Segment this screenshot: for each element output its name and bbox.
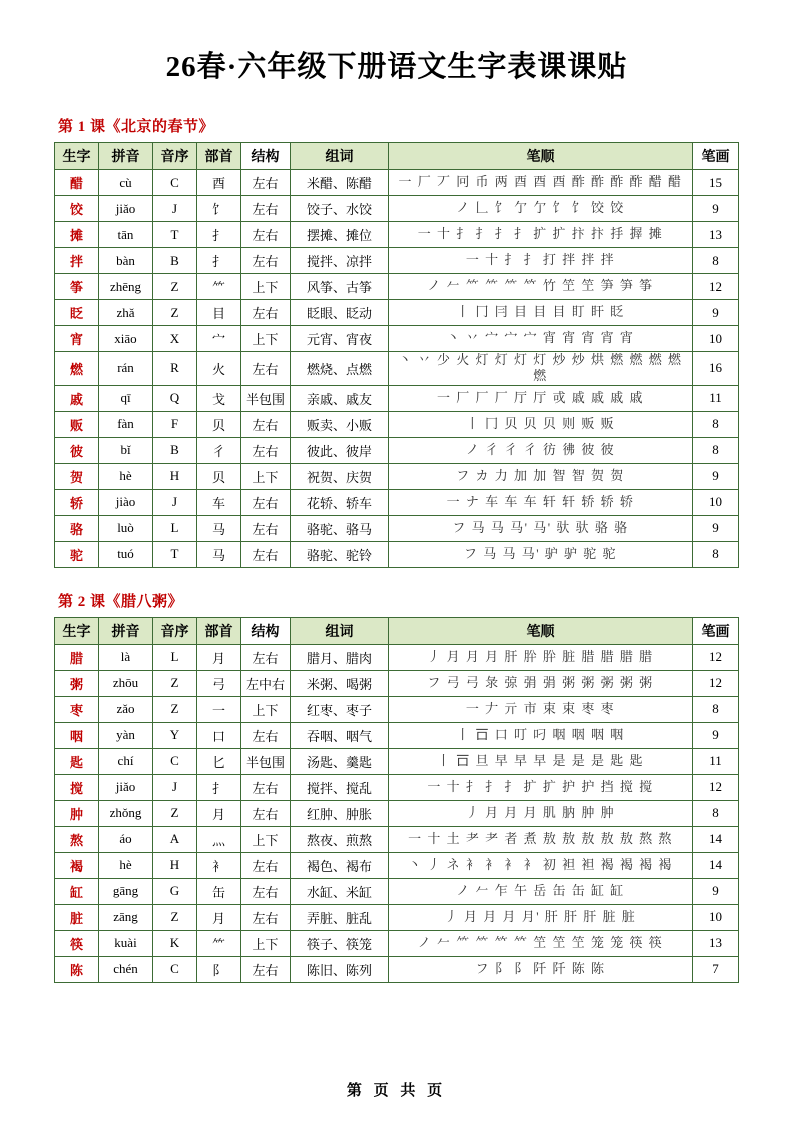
cell-jiegou: 左右 bbox=[241, 489, 291, 515]
cell-bushou: 酉 bbox=[197, 170, 241, 196]
cell-bihua: 12 bbox=[693, 774, 739, 800]
cell-pinyin: zhōu bbox=[99, 670, 153, 696]
cell-pinyin: gāng bbox=[99, 878, 153, 904]
cell-pinyin: rán bbox=[99, 352, 153, 386]
cell-bihua: 8 bbox=[693, 541, 739, 567]
table-row bbox=[55, 826, 739, 852]
cell-jiegou: 左右 bbox=[241, 411, 291, 437]
cell-pinyin: fàn bbox=[99, 411, 153, 437]
cell-zuci: 彼此、彼岸 bbox=[291, 437, 389, 463]
column-header-bishun: 笔顺 bbox=[389, 143, 693, 170]
cell-bihua: 7 bbox=[693, 956, 739, 982]
cell-bushou: 目 bbox=[197, 300, 241, 326]
column-header-jiegou: 结构 bbox=[241, 617, 291, 644]
cell-bushou: 月 bbox=[197, 800, 241, 826]
cell-bushou: ⺮ bbox=[197, 274, 241, 300]
cell-pinyin: jiào bbox=[99, 489, 153, 515]
table-row bbox=[55, 248, 739, 274]
cell-pinyin: zǎo bbox=[99, 696, 153, 722]
cell-zi: 陈 bbox=[55, 956, 99, 982]
table-row bbox=[55, 515, 739, 541]
table-row bbox=[55, 352, 739, 386]
cell-zi: 戚 bbox=[55, 385, 99, 411]
cell-zuci: 燃烧、点燃 bbox=[291, 352, 389, 386]
table-row bbox=[55, 644, 739, 670]
cell-bihua: 15 bbox=[693, 170, 739, 196]
cell-bishun: 丨 冂 冃 目 目 目 盯 盰 眨 bbox=[389, 300, 693, 326]
cell-jiegou: 上下 bbox=[241, 826, 291, 852]
cell-zi: 醋 bbox=[55, 170, 99, 196]
cell-zi: 贩 bbox=[55, 411, 99, 437]
cell-pinyin: tuó bbox=[99, 541, 153, 567]
cell-bihua: 9 bbox=[693, 463, 739, 489]
cell-pinyin: zhēng bbox=[99, 274, 153, 300]
cell-yinxu: Z bbox=[153, 800, 197, 826]
cell-yinxu: J bbox=[153, 489, 197, 515]
table-row bbox=[55, 222, 739, 248]
cell-zuci: 汤匙、羹匙 bbox=[291, 748, 389, 774]
cell-jiegou: 上下 bbox=[241, 696, 291, 722]
cell-zi: 轿 bbox=[55, 489, 99, 515]
cell-bushou: 彳 bbox=[197, 437, 241, 463]
table-row bbox=[55, 300, 739, 326]
column-header-zuci: 组词 bbox=[291, 617, 389, 644]
cell-jiegou: 左右 bbox=[241, 222, 291, 248]
cell-jiegou: 左右 bbox=[241, 196, 291, 222]
cell-bishun: 一 十 扌 扌 扌 扩 扩 护 护 挡 搅 搅 bbox=[389, 774, 693, 800]
cell-bushou: 宀 bbox=[197, 326, 241, 352]
cell-bushou: 马 bbox=[197, 541, 241, 567]
table-row bbox=[55, 722, 739, 748]
cell-zuci: 红肿、肿胀 bbox=[291, 800, 389, 826]
cell-bishun: ノ 𠂉 ⺮ ⺮ 𥫗 𥫗 笁 笁 笁 笼 笼 筷 筷 bbox=[389, 930, 693, 956]
cell-pinyin: zhǎ bbox=[99, 300, 153, 326]
column-header-pinyin: 拼音 bbox=[99, 143, 153, 170]
cell-bushou: 贝 bbox=[197, 463, 241, 489]
cell-pinyin: luò bbox=[99, 515, 153, 541]
cell-bishun: フ 弓 弓 彔 弶 弲 弲 粥 粥 粥 粥 粥 bbox=[389, 670, 693, 696]
lesson-section-2 bbox=[54, 590, 739, 983]
lesson-1-table bbox=[54, 142, 739, 568]
cell-jiegou: 左右 bbox=[241, 904, 291, 930]
cell-zuci: 祝贺、庆贺 bbox=[291, 463, 389, 489]
cell-bihua: 10 bbox=[693, 489, 739, 515]
table-row bbox=[55, 437, 739, 463]
cell-pinyin: hè bbox=[99, 852, 153, 878]
cell-bishun: 一 十 扌 扌 打 拌 拌 拌 bbox=[389, 248, 693, 274]
table-row bbox=[55, 541, 739, 567]
cell-bishun: 一 厂 丆 冋 币 两 酉 酉 酉 酢 酢 酢 酢 醋 醋 bbox=[389, 170, 693, 196]
cell-pinyin: cù bbox=[99, 170, 153, 196]
page-footer: 第 页 共 页 bbox=[346, 1083, 447, 1099]
cell-zi: 咽 bbox=[55, 722, 99, 748]
cell-pinyin: bàn bbox=[99, 248, 153, 274]
cell-bishun: 一 十 土 耂 耂 者 煮 敖 敖 敖 敖 敖 熬 熬 bbox=[389, 826, 693, 852]
cell-yinxu: L bbox=[153, 644, 197, 670]
cell-bishun: 一 𠂇 亓 市 束 束 枣 枣 bbox=[389, 696, 693, 722]
cell-jiegou: 左右 bbox=[241, 878, 291, 904]
cell-pinyin: tān bbox=[99, 222, 153, 248]
cell-zi: 粥 bbox=[55, 670, 99, 696]
cell-bihua: 13 bbox=[693, 222, 739, 248]
cell-zuci: 筷子、筷笼 bbox=[291, 930, 389, 956]
cell-bushou: 衤 bbox=[197, 852, 241, 878]
cell-zuci: 搅拌、搅乱 bbox=[291, 774, 389, 800]
cell-yinxu: Z bbox=[153, 696, 197, 722]
cell-zi: 缸 bbox=[55, 878, 99, 904]
cell-yinxu: R bbox=[153, 352, 197, 386]
lesson-section-1 bbox=[54, 115, 739, 568]
table-row bbox=[55, 956, 739, 982]
cell-bushou: 阝 bbox=[197, 956, 241, 982]
cell-yinxu: K bbox=[153, 930, 197, 956]
cell-yinxu: A bbox=[153, 826, 197, 852]
cell-bihua: 9 bbox=[693, 722, 739, 748]
column-header-bishun: 笔顺 bbox=[389, 617, 693, 644]
cell-jiegou: 半包围 bbox=[241, 385, 291, 411]
cell-zi: 筝 bbox=[55, 274, 99, 300]
table-row bbox=[55, 196, 739, 222]
cell-bishun: フ カ 力 加 加 智 智 贺 贺 bbox=[389, 463, 693, 489]
table-row bbox=[55, 326, 739, 352]
cell-zuci: 红枣、枣子 bbox=[291, 696, 389, 722]
cell-zuci: 搅拌、凉拌 bbox=[291, 248, 389, 274]
cell-yinxu: C bbox=[153, 170, 197, 196]
cell-bushou: 饣 bbox=[197, 196, 241, 222]
table-row bbox=[55, 800, 739, 826]
column-header-zuci: 组词 bbox=[291, 143, 389, 170]
cell-bihua: 16 bbox=[693, 352, 739, 386]
cell-yinxu: J bbox=[153, 196, 197, 222]
cell-bihua: 12 bbox=[693, 274, 739, 300]
cell-zuci: 元宵、宵夜 bbox=[291, 326, 389, 352]
cell-zuci: 弄脏、脏乱 bbox=[291, 904, 389, 930]
cell-yinxu: Z bbox=[153, 670, 197, 696]
cell-bishun: ノ 𠃊 饣 亇 亇 饣 饣 饺 饺 bbox=[389, 196, 693, 222]
column-header-jiegou: 结构 bbox=[241, 143, 291, 170]
cell-zi: 宵 bbox=[55, 326, 99, 352]
cell-bishun: 丨 𠮛 口 叮 叼 咽 咽 咽 咽 bbox=[389, 722, 693, 748]
cell-zuci: 褐色、褐布 bbox=[291, 852, 389, 878]
cell-bihua: 14 bbox=[693, 852, 739, 878]
cell-pinyin: yàn bbox=[99, 722, 153, 748]
table-row bbox=[55, 774, 739, 800]
table-row bbox=[55, 852, 739, 878]
cell-bihua: 9 bbox=[693, 300, 739, 326]
cell-jiegou: 左右 bbox=[241, 956, 291, 982]
cell-zi: 褐 bbox=[55, 852, 99, 878]
cell-bishun: 丿 月 月 月 肌 肭 肿 肿 bbox=[389, 800, 693, 826]
cell-bushou: 扌 bbox=[197, 222, 241, 248]
cell-bihua: 8 bbox=[693, 800, 739, 826]
page-title: 26春·六年级下册语文生字表课课贴 bbox=[165, 51, 628, 83]
table-row bbox=[55, 930, 739, 956]
table-row bbox=[55, 385, 739, 411]
cell-bushou: 扌 bbox=[197, 248, 241, 274]
table-header-row bbox=[55, 617, 739, 644]
column-header-bushou: 部首 bbox=[197, 143, 241, 170]
cell-zuci: 亲戚、戚友 bbox=[291, 385, 389, 411]
cell-yinxu: B bbox=[153, 437, 197, 463]
cell-zuci: 水缸、米缸 bbox=[291, 878, 389, 904]
cell-zi: 饺 bbox=[55, 196, 99, 222]
cell-jiegou: 上下 bbox=[241, 326, 291, 352]
cell-bishun: 丶 丿 ネ 衤 衤 衤 衤 初 袒 袒 褐 褐 褐 褐 bbox=[389, 852, 693, 878]
cell-zuci: 米粥、喝粥 bbox=[291, 670, 389, 696]
cell-zuci: 贩卖、小贩 bbox=[291, 411, 389, 437]
cell-pinyin: chén bbox=[99, 956, 153, 982]
column-header-bihua: 笔画 bbox=[693, 617, 739, 644]
cell-bushou: 扌 bbox=[197, 774, 241, 800]
cell-zi: 摊 bbox=[55, 222, 99, 248]
cell-zuci: 眨眼、眨动 bbox=[291, 300, 389, 326]
cell-bihua: 10 bbox=[693, 326, 739, 352]
cell-bihua: 12 bbox=[693, 670, 739, 696]
cell-yinxu: F bbox=[153, 411, 197, 437]
cell-bishun: フ 阝 阝 阡 阡 陈 陈 bbox=[389, 956, 693, 982]
cell-zi: 搅 bbox=[55, 774, 99, 800]
column-header-zi: 生字 bbox=[55, 143, 99, 170]
cell-bishun: 一 厂 厂 厂 厅 厅 戓 戚 戚 戚 戚 bbox=[389, 385, 693, 411]
cell-bushou: 灬 bbox=[197, 826, 241, 852]
cell-bihua: 10 bbox=[693, 904, 739, 930]
cell-pinyin: zāng bbox=[99, 904, 153, 930]
table-row bbox=[55, 463, 739, 489]
cell-jiegou: 左右 bbox=[241, 248, 291, 274]
cell-bihua: 9 bbox=[693, 196, 739, 222]
cell-zuci: 骆驼、驼铃 bbox=[291, 541, 389, 567]
cell-jiegou: 半包围 bbox=[241, 748, 291, 774]
cell-zi: 筷 bbox=[55, 930, 99, 956]
cell-bihua: 8 bbox=[693, 411, 739, 437]
cell-zi: 熬 bbox=[55, 826, 99, 852]
cell-yinxu: T bbox=[153, 222, 197, 248]
cell-bishun: ノ 𠂉 ⺮ ⺮ ⺮ 𥫗 竹 笁 笁 笋 笋 筝 bbox=[389, 274, 693, 300]
cell-yinxu: T bbox=[153, 541, 197, 567]
cell-jiegou: 左右 bbox=[241, 541, 291, 567]
cell-bishun: ノ 彳 彳 彳 彷 彿 彼 彼 bbox=[389, 437, 693, 463]
lesson-1-heading: 第 1 课《北京的春节》 bbox=[58, 119, 215, 135]
cell-bushou: 口 bbox=[197, 722, 241, 748]
cell-bihua: 8 bbox=[693, 437, 739, 463]
cell-zuci: 花轿、轿车 bbox=[291, 489, 389, 515]
cell-yinxu: Z bbox=[153, 300, 197, 326]
cell-pinyin: qī bbox=[99, 385, 153, 411]
cell-zi: 拌 bbox=[55, 248, 99, 274]
cell-bushou: ⺮ bbox=[197, 930, 241, 956]
cell-jiegou: 上下 bbox=[241, 274, 291, 300]
cell-bishun: 丿 月 月 月 月' 肝 肝 肝 脏 脏 bbox=[389, 904, 693, 930]
cell-bihua: 13 bbox=[693, 930, 739, 956]
cell-zuci: 摆摊、摊位 bbox=[291, 222, 389, 248]
cell-zi: 腊 bbox=[55, 644, 99, 670]
cell-bushou: 火 bbox=[197, 352, 241, 386]
table-row bbox=[55, 904, 739, 930]
cell-zi: 贺 bbox=[55, 463, 99, 489]
cell-yinxu: Z bbox=[153, 274, 197, 300]
cell-bushou: 月 bbox=[197, 904, 241, 930]
cell-yinxu: Z bbox=[153, 904, 197, 930]
table-row bbox=[55, 748, 739, 774]
cell-zi: 匙 bbox=[55, 748, 99, 774]
cell-yinxu: B bbox=[153, 248, 197, 274]
table-row bbox=[55, 170, 739, 196]
cell-jiegou: 上下 bbox=[241, 463, 291, 489]
cell-bushou: 缶 bbox=[197, 878, 241, 904]
cell-bihua: 9 bbox=[693, 878, 739, 904]
cell-yinxu: J bbox=[153, 774, 197, 800]
table-row bbox=[55, 696, 739, 722]
cell-zi: 枣 bbox=[55, 696, 99, 722]
cell-yinxu: Q bbox=[153, 385, 197, 411]
cell-bushou: 车 bbox=[197, 489, 241, 515]
cell-jiegou: 左右 bbox=[241, 800, 291, 826]
cell-yinxu: Y bbox=[153, 722, 197, 748]
cell-bushou: 一 bbox=[197, 696, 241, 722]
cell-bihua: 12 bbox=[693, 644, 739, 670]
cell-pinyin: kuài bbox=[99, 930, 153, 956]
cell-jiegou: 上下 bbox=[241, 930, 291, 956]
cell-zi: 驼 bbox=[55, 541, 99, 567]
cell-pinyin: hè bbox=[99, 463, 153, 489]
cell-bishun: 丿 月 月 月 肝 肸 肸 脏 腊 腊 腊 腊 bbox=[389, 644, 693, 670]
cell-pinyin: chí bbox=[99, 748, 153, 774]
cell-bihua: 8 bbox=[693, 248, 739, 274]
cell-bishun: ノ 𠂉 乍 午 岳 缶 缶 缸 缸 bbox=[389, 878, 693, 904]
cell-jiegou: 左右 bbox=[241, 515, 291, 541]
cell-jiegou: 左右 bbox=[241, 722, 291, 748]
column-header-zi: 生字 bbox=[55, 617, 99, 644]
cell-zuci: 陈旧、陈列 bbox=[291, 956, 389, 982]
table-row bbox=[55, 670, 739, 696]
cell-bishun: 丶 丷 少 火 灯 灯 灯 灯 炒 炒 烘 燃 燃 燃 燃 燃 bbox=[389, 352, 693, 386]
column-header-yinxu: 音序 bbox=[153, 143, 197, 170]
cell-bihua: 9 bbox=[693, 515, 739, 541]
cell-zi: 肿 bbox=[55, 800, 99, 826]
cell-zuci: 吞咽、咽气 bbox=[291, 722, 389, 748]
column-header-pinyin: 拼音 bbox=[99, 617, 153, 644]
table-row bbox=[55, 274, 739, 300]
cell-zi: 骆 bbox=[55, 515, 99, 541]
cell-yinxu: H bbox=[153, 463, 197, 489]
cell-bushou: 匕 bbox=[197, 748, 241, 774]
cell-bushou: 马 bbox=[197, 515, 241, 541]
lesson-1-rows bbox=[55, 170, 739, 568]
cell-zuci: 米醋、陈醋 bbox=[291, 170, 389, 196]
lesson-2-rows bbox=[55, 644, 739, 982]
cell-pinyin: bǐ bbox=[99, 437, 153, 463]
cell-pinyin: là bbox=[99, 644, 153, 670]
cell-yinxu: H bbox=[153, 852, 197, 878]
cell-bihua: 14 bbox=[693, 826, 739, 852]
cell-bishun: 丶 丷 宀 宀 宀 宵 宵 宵 宵 宵 bbox=[389, 326, 693, 352]
cell-bishun: 一 十 扌 扌 扌 扌 扩 扩 抃 抃 抙 搱 摊 bbox=[389, 222, 693, 248]
table-row bbox=[55, 411, 739, 437]
cell-bushou: 戈 bbox=[197, 385, 241, 411]
cell-zi: 眨 bbox=[55, 300, 99, 326]
cell-yinxu: X bbox=[153, 326, 197, 352]
cell-bihua: 11 bbox=[693, 748, 739, 774]
column-header-yinxu: 音序 bbox=[153, 617, 197, 644]
cell-jiegou: 左中右 bbox=[241, 670, 291, 696]
cell-jiegou: 左右 bbox=[241, 644, 291, 670]
cell-pinyin: xiāo bbox=[99, 326, 153, 352]
cell-bishun: 丨 𠮛 旦 早 早 早 是 是 是 匙 匙 bbox=[389, 748, 693, 774]
table-header-row bbox=[55, 143, 739, 170]
lesson-2-table bbox=[54, 617, 739, 983]
cell-bihua: 11 bbox=[693, 385, 739, 411]
cell-bishun: 丨 冂 贝 贝 贝 则 贩 贩 bbox=[389, 411, 693, 437]
cell-bushou: 贝 bbox=[197, 411, 241, 437]
cell-pinyin: jiǎo bbox=[99, 774, 153, 800]
cell-yinxu: L bbox=[153, 515, 197, 541]
cell-yinxu: C bbox=[153, 956, 197, 982]
cell-zi: 燃 bbox=[55, 352, 99, 386]
cell-bishun: 一 ナ 车 车 车 轩 轩 轿 轿 轿 bbox=[389, 489, 693, 515]
lesson-2-heading: 第 2 课《腊八粥》 bbox=[58, 593, 184, 610]
cell-pinyin: áo bbox=[99, 826, 153, 852]
cell-yinxu: G bbox=[153, 878, 197, 904]
cell-bishun: フ 马 马 马' 马' 驮 驮 骆 骆 bbox=[389, 515, 693, 541]
cell-bishun: フ 马 马 马' 驴 驴 驼 驼 bbox=[389, 541, 693, 567]
table-row bbox=[55, 878, 739, 904]
cell-yinxu: C bbox=[153, 748, 197, 774]
cell-bihua: 8 bbox=[693, 696, 739, 722]
cell-pinyin: jiǎo bbox=[99, 196, 153, 222]
cell-zuci: 骆驼、骆马 bbox=[291, 515, 389, 541]
cell-jiegou: 左右 bbox=[241, 852, 291, 878]
cell-zuci: 熬夜、煎熬 bbox=[291, 826, 389, 852]
cell-zi: 彼 bbox=[55, 437, 99, 463]
column-header-bihua: 笔画 bbox=[693, 143, 739, 170]
cell-jiegou: 左右 bbox=[241, 437, 291, 463]
cell-zuci: 腊月、腊肉 bbox=[291, 644, 389, 670]
cell-jiegou: 左右 bbox=[241, 170, 291, 196]
cell-zi: 脏 bbox=[55, 904, 99, 930]
cell-pinyin: zhǒng bbox=[99, 800, 153, 826]
table-row bbox=[55, 489, 739, 515]
cell-zuci: 饺子、水饺 bbox=[291, 196, 389, 222]
cell-bushou: 月 bbox=[197, 644, 241, 670]
cell-zuci: 风筝、古筝 bbox=[291, 274, 389, 300]
cell-jiegou: 左右 bbox=[241, 774, 291, 800]
cell-jiegou: 左右 bbox=[241, 352, 291, 386]
cell-jiegou: 左右 bbox=[241, 300, 291, 326]
cell-bushou: 弓 bbox=[197, 670, 241, 696]
column-header-bushou: 部首 bbox=[197, 617, 241, 644]
